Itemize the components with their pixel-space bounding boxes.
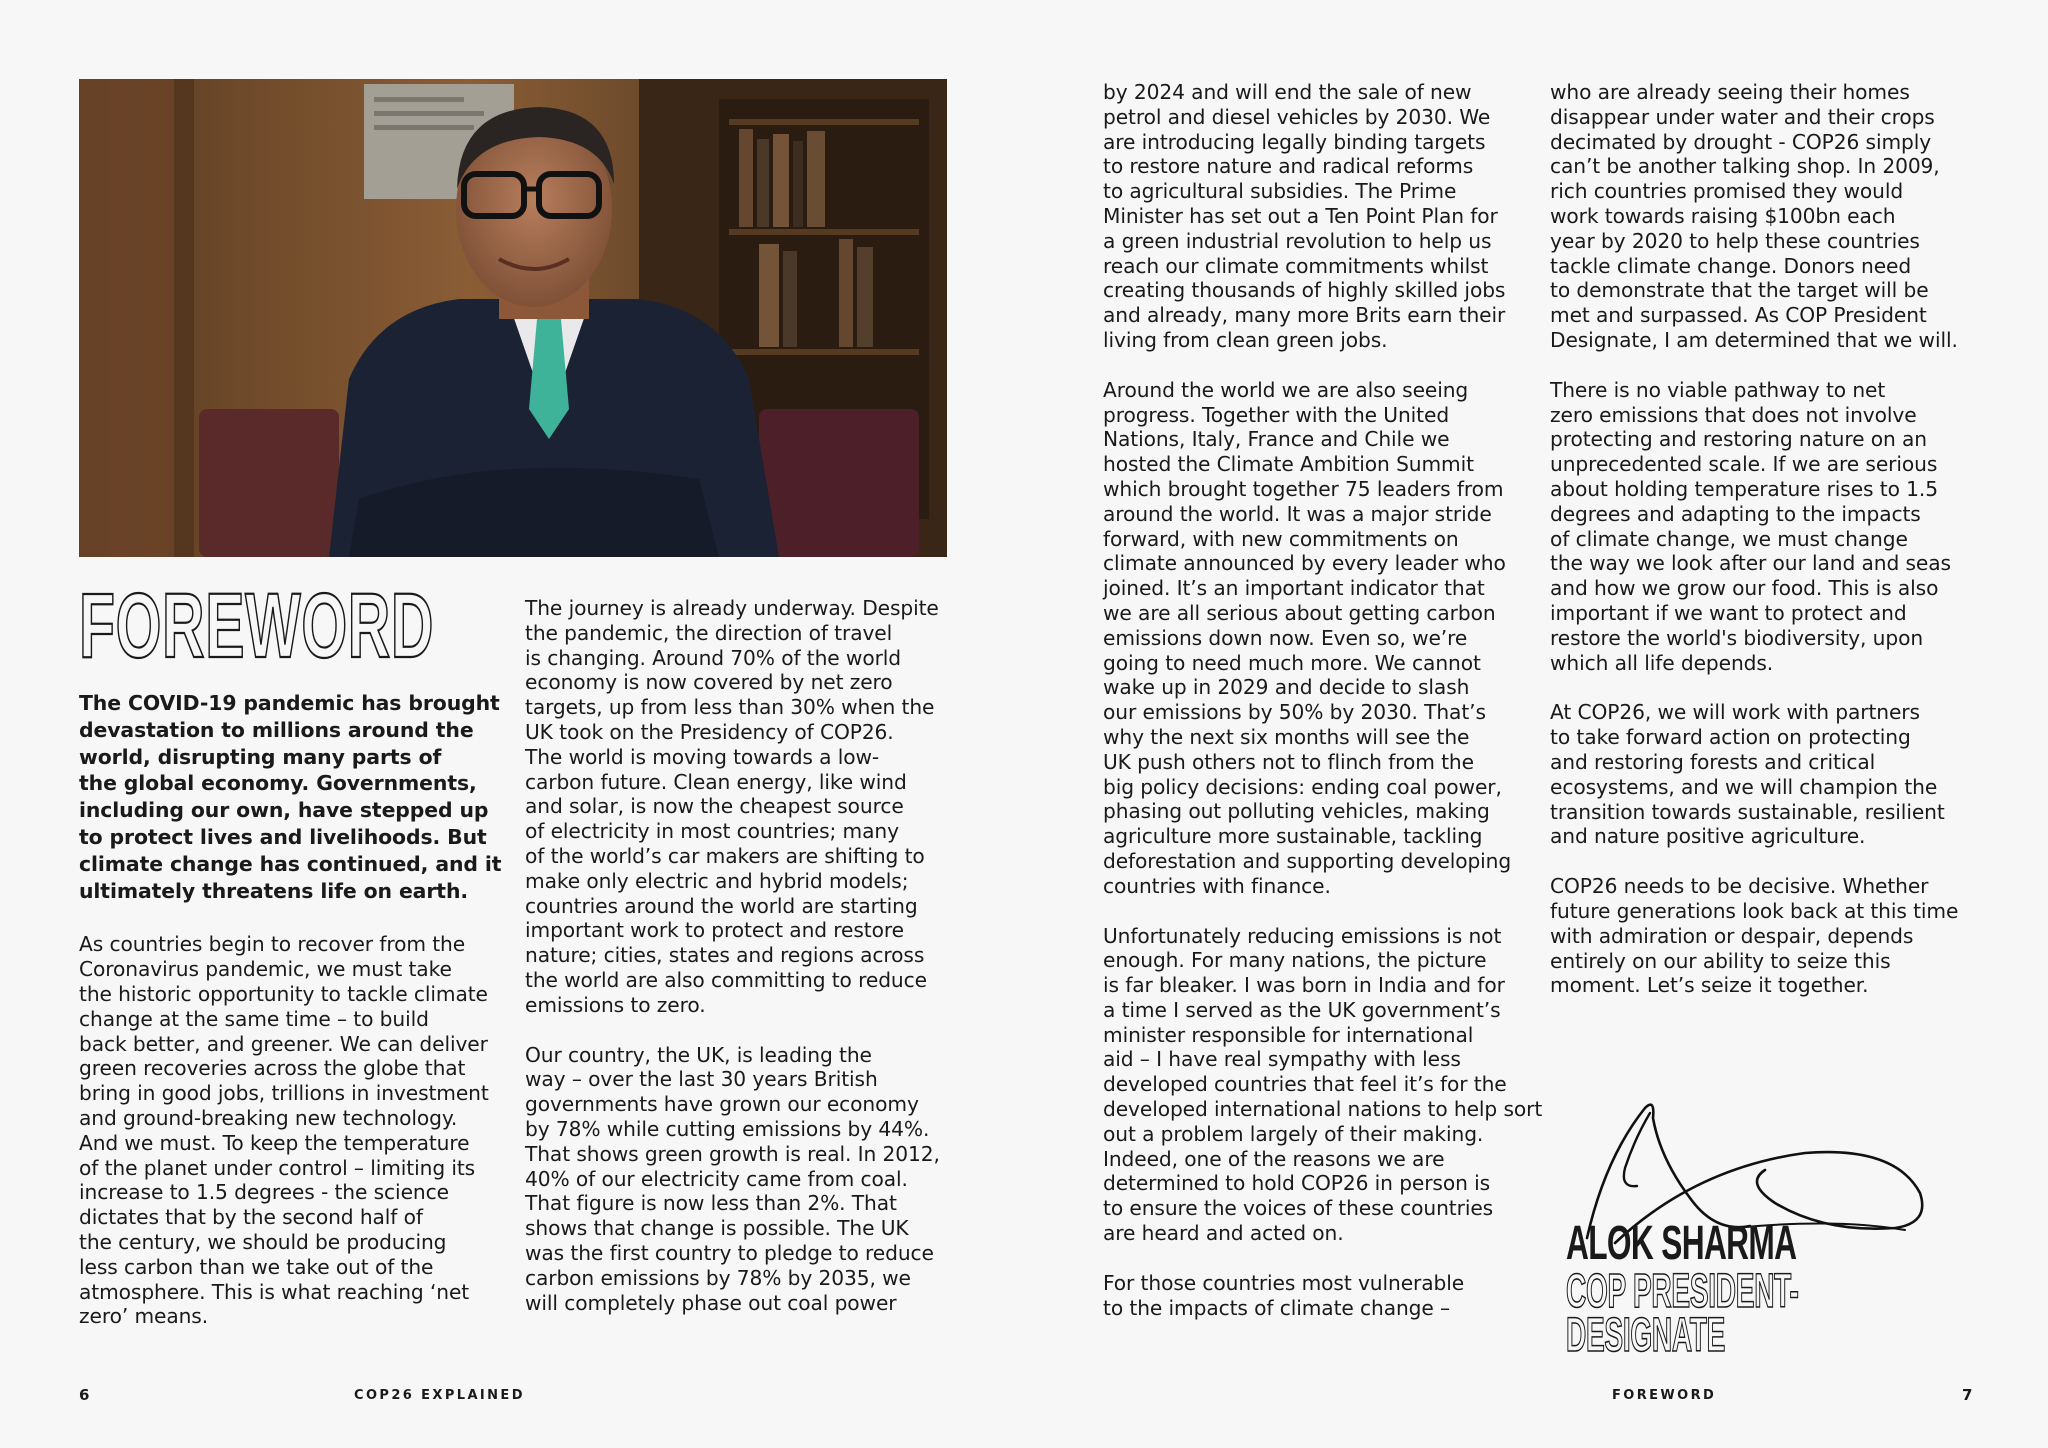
column-3	[1103, 80, 1543, 1345]
footer-left: COP26 EXPLAINED	[354, 1388, 525, 1403]
page-number-right: 7	[1962, 1386, 1973, 1404]
paragraph: Around the world we are also seeing progress. Together with the United Nations, Italy, France and Chile we hosted the Climate Ambition Summit which brought together 75 leaders from around the world. It was a major stride forward, with new commitments on climate announced by every leader who joined. It’s an important indicator that we are all serious about getting carbon emissions down now. Even so, we’re going to need much more. We cannot wake up in 2029 and decide to slash our emissions by 50% by 2030. That’s why the next six months will see the UK push others not to flinch from the big policy decisions: ending coal power, phasing out polluting vehicles, making agriculture more sustainable, tackling deforestation and supporting developing countries with finance.	[1103, 377, 1512, 898]
column-2	[525, 596, 965, 1340]
page-number-left: 6	[79, 1386, 90, 1404]
portrait-photo	[79, 79, 947, 557]
paragraph: At COP26, we will work with partners to take forward action on protecting and restoring forests and critical ecosystems, and we will champion the transition towards sustainable, resilient and nature positive agriculture.	[1550, 700, 1945, 849]
footer-right: FOREWORD	[1612, 1388, 1717, 1403]
paragraph: The journey is already underway. Despite the pandemic, the direction of travel is changing. Around 70% of the world economy is now covered by net zero targets, up from less than 30% when the UK took on the Presidency of COP26. The world is moving towards a low- carbon future. Clean energy, like wind and solar, is now the cheapest source of electricity in most countries; many of the world’s car makers are shifting to make only electric and hybrid models; countries around the world are starting important work to protect and restore nature; cities, states and regions across the world are also committing to reduce emissions to zero.	[525, 596, 939, 1017]
signatory-role: COP PRESIDENT-DESIGNATE	[1566, 1265, 1799, 1362]
paragraph: There is no viable pathway to net zero emissions that does not involve protecting and restoring nature on an unprecedented scale. If we are serious about holding temperature rises to 1.5 degrees and adapting to the impacts of climate change, we must change the way we look after our land and seas and how we grow our food. This is also important if we want to protect and restore the world's biodiversity, upon which all life depends.	[1550, 377, 1951, 675]
paragraph: COP26 needs to be decisive. Whether future generations look back at this time with admiration or despair, depends entirely on our ability to seize this moment. Let’s seize it together.	[1550, 874, 1959, 998]
signatory-name: ALOK SHARMA	[1566, 1217, 1797, 1270]
paragraph: by 2024 and will end the sale of new petrol and diesel vehicles by 2030. We are introducing legally binding targets to restore nature and radical reforms to agricultural subsidies. The Prime Minister has set out a Ten Point Plan for a green industrial revolution to help us reach our climate commitments whilst creating thousands of highly skilled jobs and already, many more Brits earn their living from clean green jobs.	[1103, 80, 1506, 352]
lead-paragraph: The COVID-19 pandemic has brought devastation to millions around the world, disrupting many parts of the global economy. Governments, including our own, have stepped up to protect lives and livelihoods. But climate change has continued, and it ultimately threatens life on earth.	[79, 691, 502, 903]
column-4	[1550, 80, 1990, 1023]
paragraph: Our country, the UK, is leading the way – over the last 30 years British governments have grown our economy by 78% while cutting emissions by 44%. That shows green growth is real. In 2012, 40% of our electricity came from coal. That figure is now less than 2%. That shows that change is possible. The UK was the first country to pledge to reduce carbon emissions by 78% by 2035, we will completely phase out coal power	[525, 1042, 940, 1315]
paragraph: who are already seeing their homes disappear under water and their crops decimated by drought - COP26 simply can’t be another talking shop. In 2009, rich countries promised they would work towards raising $100bn each year by 2020 to help these countries tackle climate change. Donors need to demonstrate that the target will be met and surpassed. As COP President Designate, I am determined that we will.	[1550, 80, 1958, 352]
paragraph: As countries begin to recover from the Coronavirus pandemic, we must take the historic opportunity to tackle climate change at the same time – to build back better, and greener. We can deliver green recoveries across the globe that bring in good jobs, trillions in investment and ground-breaking new technology. And we must. To keep the temperature of the planet under control – limiting its increase to 1.5 degrees - the science dictates that by the second half of the century, we should be producing less carbon than we take out of the atmosphere. This is what reaching ‘net zero’ means.	[79, 932, 489, 1329]
column-1	[79, 690, 509, 1354]
paragraph: For those countries most vulnerable to the impacts of climate change –	[1103, 1270, 1465, 1320]
paragraph: Unfortunately reducing emissions is not enough. For many nations, the picture is far bleaker. I was born in India and for a time I served as the UK government’s minister responsible for international aid – I have real sympathy with less developed countries that feel it’s for the developed international nations to help sort out a problem largely of their making. Indeed, one of the reasons we are determined to hold COP26 in person is to ensure the voices of these countries are heard and acted on.	[1103, 923, 1543, 1246]
page-title: FOREWORD	[79, 575, 435, 677]
